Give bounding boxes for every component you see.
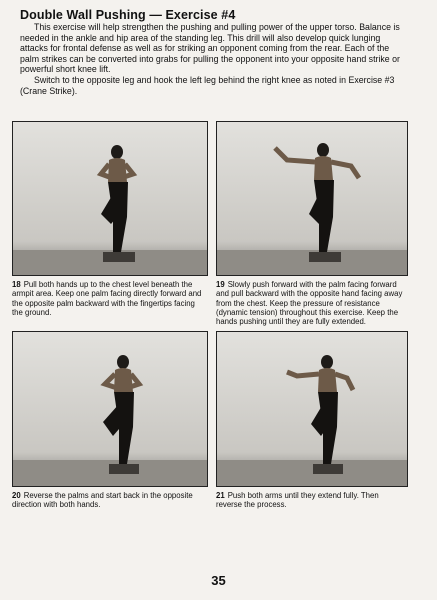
caption-figure-19 bbox=[216, 280, 406, 326]
caption-text: Slowly push forward with the palm facing forward and pull backward with the opposite hand facing away from the chest. Keep the pressure of resistance (dynamic tension) throughout this exercise. Keep the hands pushing until they are fully extended. bbox=[216, 280, 403, 327]
photo-figure-21 bbox=[216, 331, 408, 487]
photo-figure-20 bbox=[12, 331, 208, 487]
caption-text: Pull both hands up to the chest level beneath the armpit area. Keep one palm facing directly forward and the opposite palm backward with the fingertips facing the ground. bbox=[12, 280, 202, 317]
figure-number: 20 bbox=[12, 491, 21, 500]
caption-figure-20 bbox=[12, 491, 206, 510]
caption-figure-18 bbox=[12, 280, 206, 317]
intro-text bbox=[20, 22, 400, 96]
exercise-heading: Double Wall Pushing — Exercise #4 bbox=[20, 8, 236, 22]
photo-figure-18 bbox=[12, 121, 208, 276]
intro-paragraph-1: This exercise will help strengthen the pushing and pulling power of the upper torso. Balance is needed in the ankle and hip area of the standing leg. This drill will also develop quick lunging attacks for frontal defense as well as for striking an opponent coming from the rear. Each of the palm strikes can be converted into grabs for pulling the opponent into your opposite hand strike or powerful short knee lift. bbox=[20, 22, 400, 75]
caption-text: Push both arms until they extend fully. Then reverse the process. bbox=[216, 491, 379, 510]
figure-number: 21 bbox=[216, 491, 225, 500]
caption-figure-21 bbox=[216, 491, 406, 510]
figure-number: 18 bbox=[12, 280, 21, 289]
photo-figure-19 bbox=[216, 121, 408, 276]
figure-number: 19 bbox=[216, 280, 225, 289]
intro-paragraph-2: Switch to the opposite leg and hook the left leg behind the right knee as noted in Exercise #3 (Crane Strike). bbox=[20, 74, 395, 96]
page-number: 35 bbox=[211, 573, 226, 588]
caption-text: Reverse the palms and start back in the opposite direction with both hands. bbox=[12, 491, 193, 510]
